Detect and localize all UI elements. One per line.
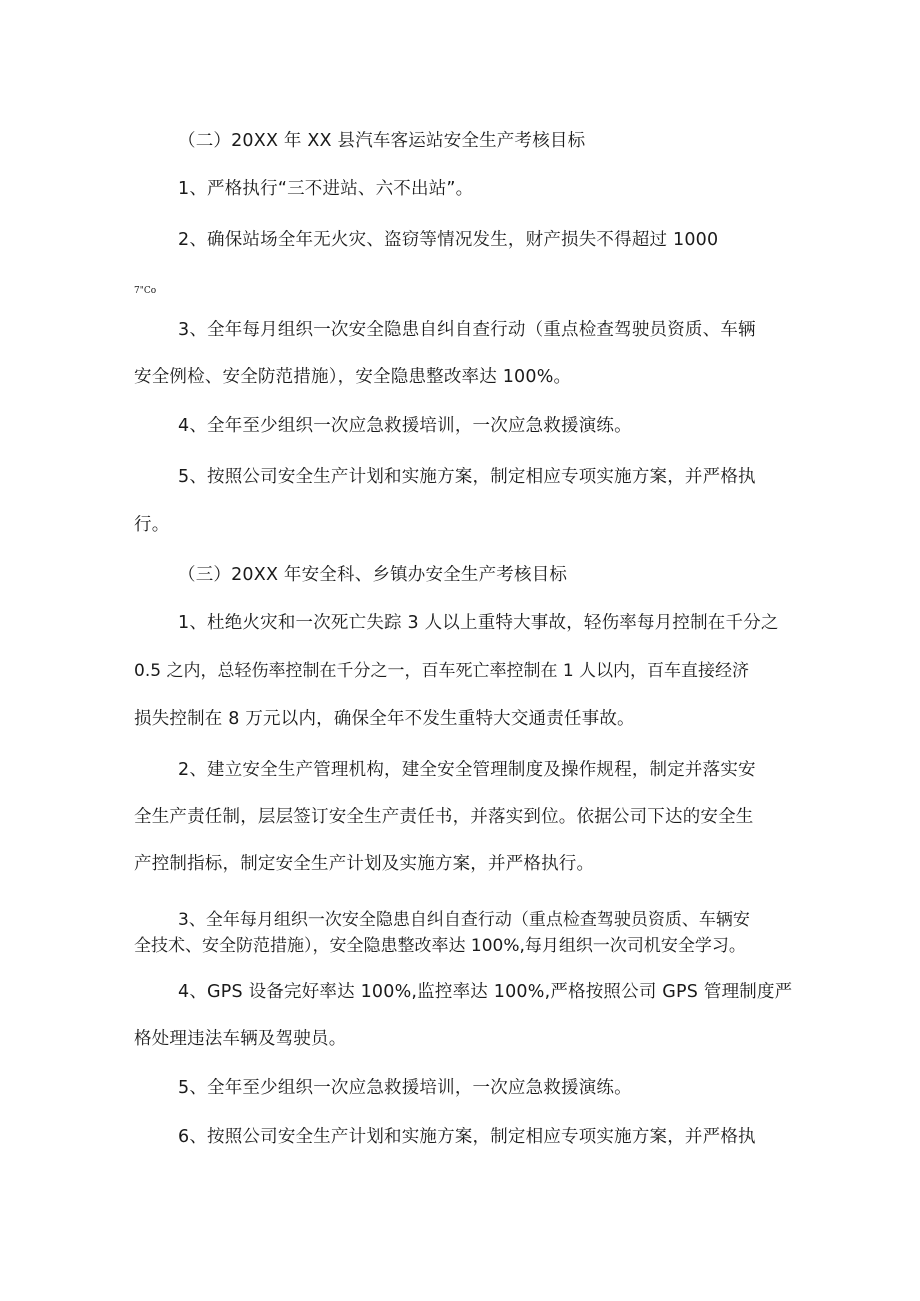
paragraph-line: 5、按照公司安全生产计划和实施方案，制定相应专项实施方案，并严格执: [178, 467, 756, 487]
paragraph-line: 5、全年至少组织一次应急救援培训，一次应急救援演练。: [178, 1078, 632, 1098]
paragraph-line: 1、严格执行“三不进站、六不出站”。: [178, 179, 474, 199]
paragraph-line: 0.5 之内，总轻伤率控制在千分之一，百车死亡率控制在 1 人以内，百车直接经济: [134, 661, 750, 681]
section-heading-3: （三）20XX 年安全科、乡镇办安全生产考核目标: [178, 565, 568, 585]
paragraph-line: 全技术、安全防范措施），安全隐患整改率达 100%,每月组织一次司机安全学习。: [134, 936, 746, 956]
paragraph-line: 3、全年每月组织一次安全隐患自纠自查行动（重点检查驾驶员资质、车辆: [178, 320, 756, 340]
paragraph-line: 4、GPS 设备完好率达 100%,监控率达 100%,严格按照公司 GPS 管理制度严: [178, 982, 793, 1002]
paragraph-line: 6、按照公司安全生产计划和实施方案，制定相应专项实施方案，并严格执: [178, 1127, 756, 1147]
paragraph-line: 安全例检、安全防范措施），安全隐患整改率达 100%。: [134, 367, 572, 387]
paragraph-line: 全生产责任制，层层签订安全生产责任书，并落实到位。依据公司下达的安全生: [134, 807, 754, 827]
paragraph-line: 产控制指标，制定安全生产计划及实施方案，并严格执行。: [134, 854, 595, 874]
paragraph-line: 3、全年每月组织一次安全隐患自纠自查行动（重点检查驾驶员资质、车辆安: [178, 910, 750, 930]
paragraph-line: 1、杜绝火灾和一次死亡失踪 3 人以上重特大事故，轻伤率每月控制在千分之: [178, 613, 779, 633]
paragraph-line: 损失控制在 8 万元以内，确保全年不发生重特大交通责任事故。: [134, 709, 635, 729]
paragraph-line: 2、确保站场全年无火灾、盗窃等情况发生，财产损失不得超过 1000: [178, 230, 719, 250]
paragraph-line: 2、建立安全生产管理机构，建全安全管理制度及操作规程，制定并落实安: [178, 760, 756, 780]
section-heading-2: （二）20XX 年 XX 县汽车客运站安全生产考核目标: [178, 131, 586, 151]
paragraph-line: 格处理违法车辆及驾驶员。: [134, 1029, 347, 1049]
stray-text-fragment: 7"Co: [134, 286, 157, 296]
paragraph-line: 4、全年至少组织一次应急救援培训，一次应急救援演练。: [178, 416, 632, 436]
paragraph-line: 行。: [134, 515, 170, 535]
